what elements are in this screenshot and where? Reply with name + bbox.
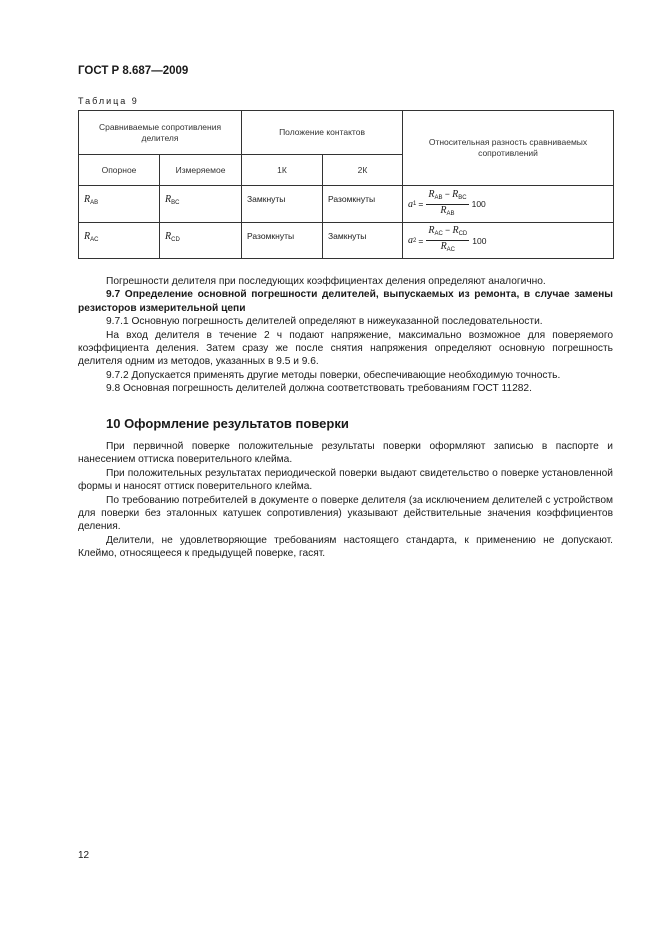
cell-2k: Замкнуты [323,223,403,259]
text-block-9 [78,275,613,396]
text-block-10 [78,440,613,561]
table-row [79,186,614,223]
cell-measured: $R_{BC}$ [160,186,242,223]
header-contacts: Положение контактов [242,111,403,155]
paragraph: Делители, не удовлетворяющие требованиям настоящего стандарта, к применению не допускают. Клеймо, относящееся к предыдущей поверке, гасят. [78,534,613,560]
paragraph: При первичной поверке положительные результаты поверки оформляют записью в паспорте и нанесением оттиска поверительного клейма. [78,441,613,466]
cell-reference: $R_{AC}$ [79,223,160,259]
table-9 [78,110,614,259]
heading-9-7: 9.7 Определение основной погрешности делителей, выпускаемых из ремонта, в случае замены резисторов измерительной цепи [78,289,613,314]
header-2k: 2К [323,155,403,186]
table-row [79,223,614,259]
cell-measured: $R_{CD}$ [160,223,242,259]
paragraph: Погрешности делителя при последующих коэффициентах деления определяют аналогично. [106,276,546,287]
page-header: ГОСТ Р 8.687—2009 [78,65,189,77]
cell-formula: a 2 = $\frac{R_{AC} - R_{CD}}{R_{AC}}$ 100 [403,223,614,259]
header-measured: Измеряемое [160,155,242,186]
paragraph: При положительных результатах периодической поверки выдают свидетельство о поверке установленной формы и наносят оттиск поверительного клейма. [78,467,613,493]
page-number: 12 [78,850,90,861]
paragraph: 9.7.2 Допускается применять другие методы поверки, обеспечивающие необходимую точность. [106,369,561,381]
header-compared: Сравниваемые сопротивления делителя [79,111,242,155]
cell-2k: Разомкнуты [323,186,403,223]
header-reference: Опорное [79,155,160,186]
section-title: 10 Оформление результатов поверки [106,416,349,431]
cell-formula: a 1 = $\frac{R_{AB} - R_{BC}}{R_{AB}}$ 100 [403,186,614,223]
paragraph: 9.7.1 Основную погрешность делителей определяют в нижеуказанной последовательности. [106,316,543,328]
header-difference: Относительная разность сравниваемых сопротивлений [403,111,614,186]
cell-reference: $R_{AB}$ [79,186,160,223]
cell-1k: Разомкнуты [242,223,323,259]
paragraph: На вход делителя в течение 2 ч подают напряжение, максимально возможное для поверяемого коэффициента деления. Затем сразу же после снятия напряжения определяют основную погрешность делителя одним из методов, указанных в 9.5 и 9.6. [78,329,613,368]
cell-1k: Замкнуты [242,186,323,223]
header-1k: 1К [242,155,323,186]
paragraph: 9.8 Основная погрешность делителей должна соответствовать требованиям ГОСТ 11282. [106,383,532,395]
paragraph: По требованию потребителей в документе о поверке делителя (за исключением делителей с устройством для поверки без эталонных катушек сопротивления) указывают действительные значения коэффициентов деления. [78,494,613,533]
table-caption: Таблица 9 [78,96,139,106]
